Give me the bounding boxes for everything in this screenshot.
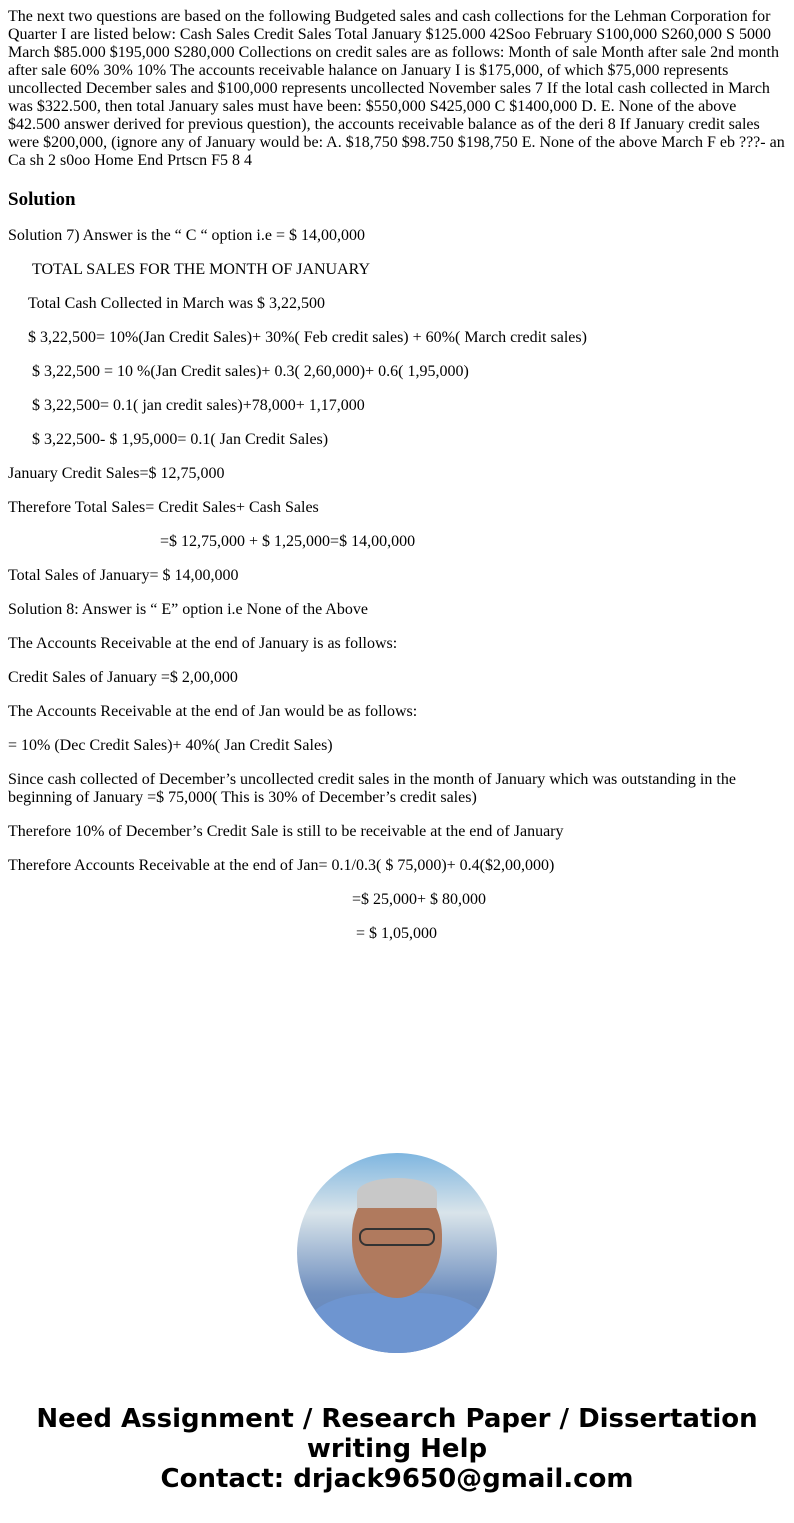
solution-line: $ 3,22,500- $ 1,95,000= 0.1( Jan Credit Sales) [8, 431, 329, 448]
solution-body [8, 227, 786, 943]
solution-heading: Solution [8, 189, 76, 210]
shirt-graphic [307, 1293, 487, 1353]
solution-line: = 10% (Dec Credit Sales)+ 40%( Jan Credit Sales) [8, 737, 333, 754]
solution-line: Credit Sales of January =$ 2,00,000 [8, 669, 238, 686]
contact-email: Contact: drjack9650@gmail.com [160, 1464, 634, 1494]
contact-banner [0, 1404, 794, 1494]
solution-line: Therefore Accounts Receivable at the end of Jan= 0.1/0.3( $ 75,000)+ 0.4($2,00,000) [8, 857, 555, 874]
solution-line: Total Sales of January= $ 14,00,000 [8, 567, 239, 584]
solution-line: Solution 7) Answer is the “ C “ option i.e = $ 14,00,000 [8, 227, 365, 244]
author-photo [297, 1153, 497, 1353]
solution-line: Solution 8: Answer is “ E” option i.e None of the Above [8, 601, 368, 618]
solution-line: Since cash collected of December’s uncollected credit sales in the month of January which was outstanding in the beginning of January =$ 75,000( This is 30% of December’s credit sales) [8, 771, 740, 806]
solution-line: Total Cash Collected in March was $ 3,22,500 [8, 295, 326, 312]
solution-line: January Credit Sales=$ 12,75,000 [8, 465, 225, 482]
help-text: Need Assignment / Research Paper / Dissertation writing Help [36, 1404, 758, 1464]
solution-line: =$ 25,000+ $ 80,000 [8, 891, 487, 908]
solution-line: TOTAL SALES FOR THE MONTH OF JANUARY [8, 261, 371, 278]
solution-line: The Accounts Receivable at the end of Jan would be as follows: [8, 703, 418, 720]
solution-line: =$ 12,75,000 + $ 1,25,000=$ 14,00,000 [8, 533, 416, 550]
solution-line: The Accounts Receivable at the end of January is as follows: [8, 635, 398, 652]
solution-line: Therefore Total Sales= Credit Sales+ Cash Sales [8, 499, 319, 516]
solution-line: = $ 1,05,000 [8, 925, 438, 942]
hair-graphic [357, 1178, 437, 1208]
question-text: The next two questions are based on the following Budgeted sales and cash collections for the Lehman Corporation for Quarter I are listed below: Cash Sales Credit Sales Total January $125.000 42Soo February S100,000 S260,000 S 5000 March $85.000 $195,000 S280,000 Collections on credit sales are as follows: Month of sale Month after sale 2nd month after sale 60% 30% 10% The accounts receivable halance on January I is $175,000, of which $75,000 represents uncollected December sales and $100,000 represents uncollected November sales 7 If the lotal cash collected in March was $322.500, then total January sales must have been: $550,000 S425,000 C $1400,000 D. E. None of the above $42.500 answer derived for previous question), the accounts receivable balance as of the deri 8 If January credit sales were $200,000, (ignore any of January would be: A. $18,750 $98.750 $198,750 E. None of the above March F eb ???- an Ca sh 2 s0oo Home End Prtscn F5 8 4 [8, 8, 785, 169]
solution-line: Therefore 10% of December’s Credit Sale is still to be receivable at the end of January [8, 823, 564, 840]
glasses-graphic [359, 1228, 435, 1246]
solution-line: $ 3,22,500 = 10 %(Jan Credit sales)+ 0.3( 2,60,000)+ 0.6( 1,95,000) [8, 363, 469, 380]
solution-line: $ 3,22,500= 10%(Jan Credit Sales)+ 30%( Feb credit sales) + 60%( March credit sales) [8, 329, 587, 346]
solution-line: $ 3,22,500= 0.1( jan credit sales)+78,000+ 1,17,000 [8, 397, 365, 414]
